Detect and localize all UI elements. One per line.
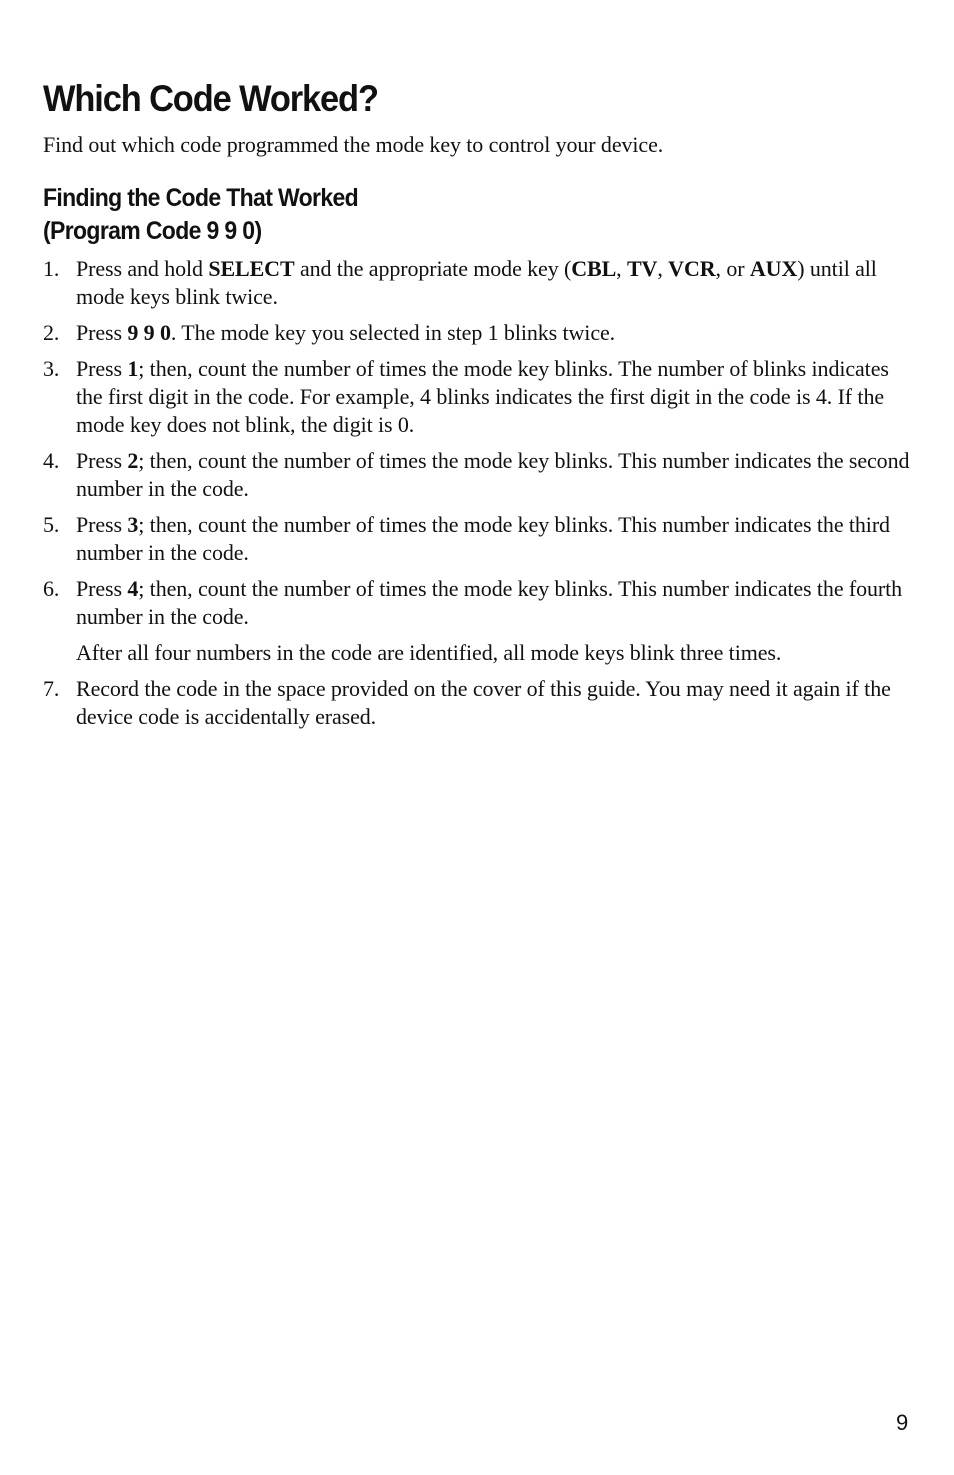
step-text: and the appropriate mode key ( [294,256,572,281]
section-heading-line-1: Finding the Code That Worked [43,184,359,212]
section-heading [43,182,358,248]
step-text: ; then, count the number of times the mode key blinks. This number indicates the second number in the code. [76,448,910,501]
step-key-text: SELECT [208,256,295,281]
section-heading-line-2: (Program Code 9 9 0) [43,217,262,245]
step-text: ; then, count the number of times the mode key blinks. The number of blinks indicates the first digit in the code. For example, 4 blinks indicates the first digit in the code is 4. If the mode key does not blink, the digit is 0. [76,356,889,437]
step-text: Press [76,320,128,345]
step-text: ; then, count the number of times the mode key blinks. This number indicates the third number in the code. [76,512,890,565]
step-item [43,355,913,439]
step-text: Press [76,448,128,473]
page-title: Which Code Worked? [43,78,378,119]
page-number: 9 [896,1410,909,1435]
step-number: 5. [43,512,60,537]
step-text: ; then, count the number of times the mode key blinks. This number indicates the fourth number in the code. [76,576,903,629]
step-number: 4. [43,448,60,473]
step-key-text: 3 [127,512,139,537]
step-key-text: 4 [127,576,139,601]
step-key-text: TV [626,256,658,281]
step-text: Press [76,356,128,381]
intro-text: Find out which code programmed the mode key to control your device. [43,132,664,157]
step-item [43,255,913,311]
step-text: ) until all mode keys blink twice. [76,256,877,309]
step-number: 7. [43,676,60,701]
step-text: Press [76,512,128,537]
step-item [43,447,913,503]
step-key-text: AUX [749,256,798,281]
step-text: , [657,256,669,281]
step-item [43,675,913,731]
step-text: Press [76,576,128,601]
step-number: 2. [43,320,60,345]
step-key-text: 2 [127,448,139,473]
step-number: 6. [43,576,60,601]
step-item [43,319,913,347]
step-item [43,575,913,667]
step-key-text: 9 9 0 [127,320,171,345]
step-key-text: CBL [571,256,617,281]
steps-list [43,255,913,739]
step-note: After all four numbers in the code are identified, all mode keys blink three times. [76,640,782,665]
step-key-text: VCR [668,256,716,281]
step-number: 1. [43,256,60,281]
step-text: , [616,256,627,281]
step-key-text: 1 [127,356,139,381]
step-text: , or [715,256,750,281]
step-text: Press and hold [76,256,209,281]
step-text: Record the code in the space provided on the cover of this guide. You may need it again if the device code is accidentally erased. [76,676,891,729]
step-item [43,511,913,567]
step-number: 3. [43,356,60,381]
step-text: . The mode key you selected in step 1 blinks twice. [170,320,616,345]
